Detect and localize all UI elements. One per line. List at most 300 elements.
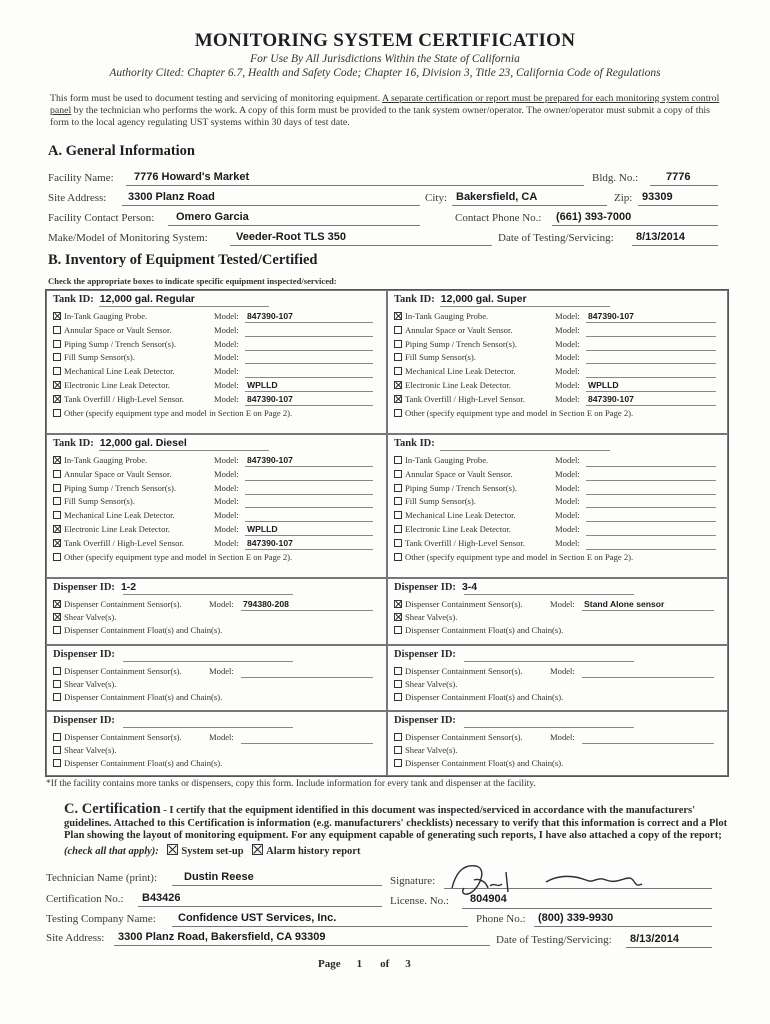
model-label: Model: [555, 482, 580, 493]
model-value[interactable]: Stand Alone sensor [584, 599, 665, 609]
model-value[interactable]: WPLLD [588, 380, 619, 390]
equipment-checkbox[interactable] [53, 539, 61, 547]
equipment-row [53, 666, 182, 676]
model-value[interactable]: 847390-107 [247, 311, 293, 321]
equipment-row [394, 510, 516, 520]
equipment-label: In-Tank Gauging Probe. [64, 311, 148, 321]
company-label: Testing Company Name: [46, 913, 156, 925]
equipment-label: Dispenser Containment Float(s) and Chain(s). [64, 625, 223, 635]
dispenser-id-row [394, 714, 462, 726]
dispenser-cell [46, 578, 387, 645]
date-testing-label: Date of Testing/Servicing: [498, 232, 614, 244]
equipment-checkbox[interactable] [53, 553, 61, 561]
equipment-checkbox[interactable] [394, 353, 402, 361]
model-label: Model: [214, 524, 239, 534]
equipment-row [53, 625, 222, 635]
equipment-label: Mechanical Line Leak Detector. [64, 510, 175, 521]
equipment-label: Shear Valve(s). [405, 612, 458, 622]
equipment-inventory-grid [45, 289, 729, 777]
phone-value[interactable]: (800) 339-9930 [538, 912, 614, 924]
equipment-row [53, 599, 182, 609]
model-underline [586, 549, 716, 550]
city-label: City: [425, 192, 448, 204]
equipment-label: Annular Space or Vault Sensor. [64, 324, 172, 335]
model-label: Model: [555, 338, 580, 349]
company-value[interactable]: Confidence UST Services, Inc. [178, 912, 337, 924]
equipment-label: Shear Valve(s). [405, 679, 458, 689]
contact-phone-value[interactable]: (661) 393-7000 [556, 211, 632, 223]
model-label: Model: [555, 393, 580, 404]
dispenser-id-row [394, 581, 477, 593]
equipment-label: Mechanical Line Leak Detector. [64, 366, 175, 377]
equipment-row [394, 455, 488, 465]
model-label: Model: [214, 482, 239, 493]
equipment-checkbox[interactable] [53, 497, 61, 505]
facility-name-value[interactable]: 7776 Howard's Market [134, 171, 250, 183]
intro-text-3: by the technician who performs the work. A copy of this form must be provided to the tank system owner/operator. The owner/operator must submit a copy of this form to the local agency regulating UST systems within 30 days of test date. [50, 105, 710, 128]
equipment-row [394, 311, 488, 321]
page-of-label: of [380, 958, 390, 970]
dispenser-id-row [53, 581, 136, 593]
equipment-label: Dispenser Containment Sensor(s). [64, 666, 182, 676]
model-underline [586, 391, 716, 392]
model-label: Model: [555, 366, 580, 377]
model-underline [586, 507, 716, 508]
alarm-history-checkbox[interactable] [252, 844, 263, 855]
equipment-row [53, 692, 222, 702]
tank-id-row [394, 293, 527, 305]
dispenser-cell [387, 578, 728, 645]
equipment-checkbox[interactable] [394, 340, 402, 348]
equipment-label: Dispenser Containment Sensor(s). [405, 732, 523, 742]
equipment-label: In-Tank Gauging Probe. [405, 455, 489, 465]
equipment-row [394, 692, 563, 702]
model-label: Model: [555, 324, 580, 335]
dispenser-id-underline [464, 594, 634, 595]
company-address-value[interactable]: 3300 Planz Road, Bakersfield, CA 93309 [118, 931, 326, 943]
model-underline [582, 743, 714, 744]
model-underline [586, 466, 716, 467]
equipment-row [53, 380, 170, 390]
form-subtitle: For Use By All Jurisdictions Within the State of California [250, 53, 520, 65]
page-number: 1 [356, 958, 363, 970]
equipment-checkbox[interactable] [53, 353, 61, 361]
equipment-checkbox[interactable] [394, 409, 402, 417]
dispenser-id-label: Dispenser ID: [394, 715, 456, 726]
city-value[interactable]: Bakersfield, CA [456, 191, 538, 203]
site-address-value[interactable]: 3300 Planz Road [128, 191, 215, 203]
dispenser-id-row [394, 648, 462, 660]
equipment-row [394, 483, 517, 493]
model-underline [245, 405, 373, 406]
dispenser-id-underline [464, 661, 634, 662]
model-value[interactable]: 847390-107 [247, 537, 293, 548]
equipment-label: Tank Overfill / High-Level Sensor. [405, 537, 525, 548]
dispenser-id-underline [123, 661, 293, 662]
model-underline [241, 610, 373, 611]
tank-cell [387, 290, 728, 434]
system-setup-checkbox[interactable] [167, 844, 178, 855]
equipment-label: Mechanical Line Leak Detector. [405, 510, 516, 521]
equipment-checkbox[interactable] [53, 733, 61, 741]
equipment-label: Mechanical Line Leak Detector. [405, 366, 516, 377]
tank-id-underline [99, 306, 269, 307]
equipment-row [394, 679, 457, 689]
equipment-label: Other (specify equipment type and model in Section E on Page 2). [405, 407, 634, 418]
model-underline [241, 677, 373, 678]
equipment-row [394, 625, 563, 635]
equipment-label: Annular Space or Vault Sensor. [64, 468, 172, 479]
model-underline [245, 466, 373, 467]
model-underline [245, 377, 373, 378]
model-underline [586, 494, 716, 495]
dispenser-id-row [53, 648, 121, 660]
equipment-label: Dispenser Containment Sensor(s). [405, 666, 523, 676]
equipment-checkbox[interactable] [394, 456, 402, 464]
equipment-row [394, 366, 516, 376]
equipment-checkbox[interactable] [53, 680, 61, 688]
equipment-label: Piping Sump / Trench Sensor(s). [64, 482, 176, 493]
model-underline [586, 521, 716, 522]
dispenser-id-value[interactable]: 1-2 [120, 581, 137, 593]
model-label: Model: [550, 732, 575, 742]
equipment-row [53, 745, 116, 755]
model-label: Model: [214, 510, 239, 521]
equipment-row [394, 380, 511, 390]
equipment-checkbox[interactable] [53, 484, 61, 492]
tank-id-value[interactable]: 12,000 gal. Regular [99, 293, 195, 305]
contact-phone-label: Contact Phone No.: [455, 212, 542, 224]
model-underline [245, 494, 373, 495]
equipment-label: Dispenser Containment Float(s) and Chain(s). [405, 625, 564, 635]
section-b-instruction: Check the appropriate boxes to indicate specific equipment inspected/serviced: [48, 276, 337, 286]
model-label: Model: [214, 338, 239, 349]
equipment-checkbox[interactable] [53, 470, 61, 478]
alarm-history-label: Alarm history report [266, 845, 361, 857]
equipment-checkbox[interactable] [394, 525, 402, 533]
equipment-checkbox[interactable] [53, 511, 61, 519]
equipment-label: Annular Space or Vault Sensor. [405, 468, 513, 479]
tank-id-row [53, 437, 187, 449]
equipment-checkbox[interactable] [394, 759, 402, 767]
equipment-checkbox[interactable] [394, 511, 402, 519]
model-underline [245, 480, 373, 481]
cert-date-value[interactable]: 8/13/2014 [630, 933, 679, 945]
contact-person-label: Facility Contact Person: [48, 212, 155, 224]
system-setup-label: System set-up [181, 845, 244, 857]
equipment-checkbox[interactable] [53, 626, 61, 634]
equipment-label: Electronic Line Leak Detector. [405, 380, 511, 390]
equipment-row [394, 496, 476, 506]
equipment-checkbox[interactable] [394, 367, 402, 375]
model-underline [245, 521, 373, 522]
equipment-label: Electronic Line Leak Detector. [64, 380, 170, 390]
equipment-checkbox[interactable] [53, 613, 61, 621]
equipment-checkbox[interactable] [394, 497, 402, 505]
certification-statement [64, 803, 728, 858]
equipment-row [53, 325, 171, 335]
tank-id-value[interactable]: 12,000 gal. Super [440, 293, 527, 305]
equipment-checkbox[interactable] [53, 367, 61, 375]
equipment-checkbox[interactable] [394, 539, 402, 547]
equipment-row [53, 394, 184, 404]
equipment-row [394, 666, 523, 676]
intro-paragraph [50, 93, 730, 129]
phone-label: Phone No.: [476, 913, 526, 925]
page-label: Page [318, 958, 341, 970]
equipment-row [53, 339, 176, 349]
model-label: Model: [555, 510, 580, 521]
technician-value[interactable]: Dustin Reese [184, 871, 254, 883]
cert-no-value[interactable]: B43426 [142, 892, 181, 904]
equipment-row [394, 745, 457, 755]
equipment-checkbox[interactable] [53, 600, 61, 608]
model-underline [245, 549, 373, 550]
model-underline [586, 363, 716, 364]
equipment-checkbox[interactable] [53, 456, 61, 464]
model-label: Model: [214, 393, 239, 404]
model-underline [245, 391, 373, 392]
model-underline [245, 336, 373, 337]
equipment-label: In-Tank Gauging Probe. [405, 311, 489, 321]
equipment-checkbox[interactable] [53, 395, 61, 403]
model-label: Model: [555, 455, 580, 465]
dispenser-id-row [53, 714, 121, 726]
model-label: Model: [555, 537, 580, 548]
company-address-label: Site Address: [46, 932, 105, 944]
model-value[interactable]: 847390-107 [247, 455, 293, 465]
equipment-row [53, 311, 147, 321]
equipment-row [53, 469, 171, 479]
model-underline [582, 677, 714, 678]
model-value[interactable]: 847390-107 [588, 311, 634, 321]
model-underline [245, 363, 373, 364]
model-label: Model: [550, 666, 575, 676]
dispenser-id-label: Dispenser ID: [53, 715, 115, 726]
model-underline [586, 535, 716, 536]
equipment-label: In-Tank Gauging Probe. [64, 455, 148, 465]
equipment-row [394, 325, 512, 335]
equipment-row [53, 679, 116, 689]
equipment-row [394, 394, 525, 404]
model-underline [586, 336, 716, 337]
model-label: Model: [214, 366, 239, 377]
dispenser-cell [387, 645, 728, 711]
model-label: Model: [555, 468, 580, 479]
equipment-label: Fill Sump Sensor(s). [405, 496, 476, 507]
model-value[interactable]: 847390-107 [247, 393, 293, 404]
make-model-label: Make/Model of Monitoring System: [48, 232, 208, 244]
equipment-row [394, 352, 476, 362]
equipment-checkbox[interactable] [53, 759, 61, 767]
equipment-label: Tank Overfill / High-Level Sensor. [64, 393, 184, 404]
model-value[interactable]: 847390-107 [588, 393, 634, 404]
equipment-checkbox[interactable] [53, 525, 61, 533]
model-label: Model: [214, 311, 239, 321]
equipment-checkbox[interactable] [394, 326, 402, 334]
tank-id-row [53, 293, 195, 305]
equipment-row [53, 758, 222, 768]
model-underline [245, 322, 373, 323]
check-all-note: (check all that apply): [64, 845, 159, 857]
equipment-checkbox[interactable] [394, 312, 402, 320]
equipment-label: Dispenser Containment Sensor(s). [64, 599, 182, 609]
equipment-row [394, 408, 633, 418]
equipment-row [53, 366, 175, 376]
license-value[interactable]: 804904 [470, 893, 507, 905]
section-a-heading: A. General Information [48, 143, 195, 159]
equipment-label: Dispenser Containment Float(s) and Chain(s). [405, 758, 564, 768]
bldg-no-label: Bldg. No.: [592, 172, 639, 184]
equipment-label: Other (specify equipment type and model in Section E on Page 2). [405, 551, 634, 562]
equipment-checkbox[interactable] [394, 693, 402, 701]
page-total: 3 [405, 958, 411, 970]
equipment-label: Tank Overfill / High-Level Sensor. [64, 537, 184, 548]
site-address-label: Site Address: [48, 192, 107, 204]
tank-cell [46, 434, 387, 578]
section-c-heading: C. Certification [64, 801, 161, 817]
model-underline [245, 350, 373, 351]
zip-label: Zip: [614, 192, 633, 204]
equipment-checkbox[interactable] [53, 693, 61, 701]
equipment-checkbox[interactable] [394, 470, 402, 478]
equipment-checkbox[interactable] [394, 680, 402, 688]
equipment-checkbox[interactable] [394, 600, 402, 608]
dispenser-id-label: Dispenser ID: [394, 582, 456, 593]
equipment-label: Shear Valve(s). [64, 679, 117, 689]
model-label: Model: [209, 732, 234, 742]
model-value[interactable]: 794380-208 [243, 599, 289, 609]
equipment-label: Dispenser Containment Sensor(s). [64, 732, 182, 742]
model-value[interactable]: WPLLD [247, 380, 278, 390]
equipment-checkbox[interactable] [394, 484, 402, 492]
equipment-row [53, 483, 176, 493]
tank-id-label: Tank ID: [394, 294, 435, 305]
equipment-row [53, 496, 135, 506]
model-underline [586, 377, 716, 378]
equipment-label: Annular Space or Vault Sensor. [405, 324, 513, 335]
equipment-label: Fill Sump Sensor(s). [405, 352, 476, 363]
equipment-label: Shear Valve(s). [64, 745, 117, 755]
equipment-label: Electronic Line Leak Detector. [405, 524, 511, 534]
model-label: Model: [555, 496, 580, 507]
equipment-checkbox[interactable] [394, 381, 402, 389]
equipment-row [394, 524, 511, 534]
equipment-row [53, 732, 182, 742]
tank-id-row [394, 437, 441, 449]
technician-label: Technician Name (print): [46, 872, 158, 884]
model-underline [586, 480, 716, 481]
dispenser-id-value[interactable]: 3-4 [461, 581, 478, 593]
equipment-row [394, 339, 517, 349]
tank-id-underline [440, 306, 610, 307]
equipment-checkbox[interactable] [394, 553, 402, 561]
equipment-checkbox[interactable] [53, 746, 61, 754]
model-underline [245, 507, 373, 508]
equipment-label: Fill Sump Sensor(s). [64, 352, 135, 363]
equipment-row [394, 612, 457, 622]
dispenser-id-underline [464, 727, 634, 728]
equipment-label: Dispenser Containment Float(s) and Chain(s). [64, 758, 223, 768]
model-label: Model: [209, 666, 234, 676]
equipment-row [394, 758, 563, 768]
equipment-label: Shear Valve(s). [405, 745, 458, 755]
equipment-checkbox[interactable] [394, 626, 402, 634]
equipment-label: Other (specify equipment type and model in Section E on Page 2). [64, 407, 293, 418]
equipment-label: Shear Valve(s). [64, 612, 117, 622]
model-underline [586, 405, 716, 406]
authority-cited: Authority Cited: Chapter 6.7, Health and Safety Code; Chapter 16, Division 3, Title 23, California Code of Regulations [109, 67, 661, 79]
equipment-row [394, 538, 525, 548]
equipment-checkbox[interactable] [394, 733, 402, 741]
footnote: *If the facility contains more tanks or dispensers, copy this form. Include information for every tank and dispenser at the facility. [46, 779, 536, 789]
intro-text-2: A separate certification or report must be prepared for each monitoring system control panel [50, 93, 720, 116]
equipment-row [53, 408, 292, 418]
form-title: MONITORING SYSTEM CERTIFICATION [194, 30, 576, 51]
intro-text-1: This form must be used to document testing and servicing of monitoring equipment. [50, 93, 381, 104]
make-model-value[interactable]: Veeder-Root TLS 350 [236, 231, 347, 243]
equipment-label: Electronic Line Leak Detector. [64, 524, 170, 534]
model-label: Model: [555, 352, 580, 363]
equipment-row [394, 552, 633, 562]
facility-name-label: Facility Name: [48, 172, 114, 184]
equipment-checkbox[interactable] [394, 667, 402, 675]
equipment-label: Dispenser Containment Float(s) and Chain(s). [64, 692, 223, 702]
equipment-checkbox[interactable] [53, 381, 61, 389]
equipment-label: Fill Sump Sensor(s). [64, 496, 135, 507]
equipment-checkbox[interactable] [394, 395, 402, 403]
equipment-row [53, 510, 175, 520]
model-label: Model: [555, 524, 580, 534]
tank-id-label: Tank ID: [53, 294, 94, 305]
date-testing-value[interactable]: 8/13/2014 [636, 231, 685, 243]
equipment-checkbox[interactable] [53, 312, 61, 320]
equipment-label: Tank Overfill / High-Level Sensor. [405, 393, 525, 404]
equipment-row [53, 524, 170, 534]
tank-id-value[interactable]: 12,000 gal. Diesel [99, 437, 187, 449]
model-value[interactable]: WPLLD [247, 524, 278, 534]
equipment-row [53, 612, 116, 622]
dispenser-id-label: Dispenser ID: [53, 649, 115, 660]
equipment-label: Dispenser Containment Sensor(s). [405, 599, 523, 609]
model-label: Model: [214, 468, 239, 479]
equipment-label: Piping Sump / Trench Sensor(s). [405, 482, 517, 493]
equipment-checkbox[interactable] [53, 409, 61, 417]
license-label: License. No.: [390, 895, 449, 907]
model-label: Model: [550, 599, 575, 609]
dispenser-id-label: Dispenser ID: [394, 649, 456, 660]
equipment-checkbox[interactable] [53, 340, 61, 348]
equipment-row [394, 599, 523, 609]
model-underline [245, 535, 373, 536]
equipment-checkbox[interactable] [53, 667, 61, 675]
model-label: Model: [555, 380, 580, 390]
model-label: Model: [214, 455, 239, 465]
equipment-row [53, 552, 292, 562]
equipment-checkbox[interactable] [394, 613, 402, 621]
dispenser-id-label: Dispenser ID: [53, 582, 115, 593]
bldg-no-value[interactable]: 7776 [666, 171, 691, 183]
signature-label: Signature: [390, 875, 436, 887]
equipment-row [53, 352, 135, 362]
contact-person-value[interactable]: Omero Garcia [176, 211, 249, 223]
equipment-checkbox[interactable] [394, 746, 402, 754]
model-underline [586, 350, 716, 351]
equipment-checkbox[interactable] [53, 326, 61, 334]
tank-cell [46, 290, 387, 434]
zip-value[interactable]: 93309 [642, 191, 673, 203]
model-label: Model: [214, 352, 239, 363]
